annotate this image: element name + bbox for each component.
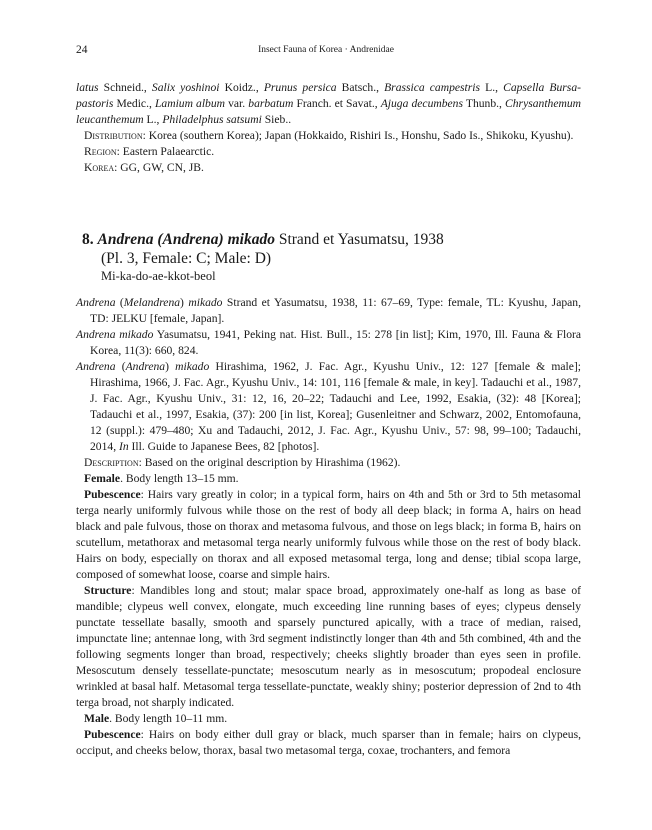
synonymy-entry: Andrena (Andrena) mikado Hirashima, 1962, J. Fac. Agr., Kyushu Univ., 12: 127 [female & male]; Hirashima, 1966, J. Fac. Agr., Kyushu Univ., 14: 101, 116 [female & male, in key]. Tadauchi et al., 1987, J. Fac. Agr., Kyushu Univ., 31: 12, 16, 20–22; Tadauchi and Lee, 1992, Esakia, (32): 48 [Korea]; Tadauchi et al., 1997, Esakia, (37): 200 [in list, Korea]; Gusenleitner and Schwarz, 2002, Entomofauna, 12 (suppl.): 479–480; Xu and Tadauchi, 2012, J. Fac. Agr., Kyushu Univ., 57: 98, 99–100; Tadauchi, 2014, In Ill. Guide to Japanese Bees, 82 [photos].	[76, 360, 581, 453]
species-genus: Andrena	[97, 231, 154, 248]
male-heading: Male. Body length 10–11 mm.	[84, 712, 228, 725]
host-plants-section	[76, 80, 581, 176]
species-title-line	[82, 230, 444, 249]
description-label: Description	[84, 456, 139, 469]
species-subgenus-wrap: (Andrena)	[157, 231, 224, 248]
running-title: Insect Fauna of Korea · Andrenidae	[258, 45, 394, 55]
synonymy-entry: Andrena mikado Yasumatsu, 1941, Peking nat. Hist. Bull., 15: 278 [in list]; Kim, 1970, Ill. Fauna & Flora Korea, 11(3): 660, 824.	[76, 328, 581, 357]
synonymy-section	[76, 295, 581, 455]
structure-paragraph: Structure: Mandibles long and stout; malar space broad, approximately one-half as long as base of mandible; clypeus well convex, elongate, much exceeding line running bases of eyes; clypeus densely punctate tessellate basally, smooth and sparsely punctured apically, with a trace of median, raised, impunctate line; antennae long, with 3rd segment indistinctly longer than 4th and 5th combined, 4th and the following segments longer than broad, respectively; cheeks slightly broader than eyes seen in profile. Mesoscutum densely tessellate-punctate; mesoscutum nearly as in mesoscutum; propodeal enclosure wrinkled at basal half. Metasomal terga tessellate-punctate, weakly shiny; posterior depression of 2nd to 4th terga broad, not sharply indicated.	[76, 584, 581, 709]
species-number: 8.	[82, 231, 94, 248]
species-epithet: mikado	[227, 231, 275, 248]
region-paragraph: Region: Eastern Palaearctic.	[84, 145, 215, 158]
synonymy-entry: Andrena (Melandrena) mikado Strand et Yasumatsu, 1938, 11: 67–69, Type: female, TL: Kyushu, Japan, TD: JELKU [female, Japan].	[76, 296, 581, 325]
region-label: Region	[84, 145, 117, 158]
korea-paragraph: Korea: GG, GW, CN, JB.	[84, 161, 204, 174]
distribution-label: Distribution	[84, 129, 143, 142]
page-number: 24	[76, 44, 88, 56]
male-pubescence-paragraph: Pubescence: Hairs on body either dull gray or black, much sparser than in female; hairs on clypeus, occiput, and cheeks below, thorax, basal two metasomal terga, coxae, trochanters, and femora	[76, 728, 581, 757]
description-intro: Description: Based on the original description by Hirashima (1962).	[84, 456, 401, 469]
korean-name: Mi-ka-do-ae-kkot-beol	[101, 269, 216, 283]
description-section	[76, 455, 581, 759]
host-plants-paragraph: latus Schneid., Salix yoshinoi Koidz., Prunus persica Batsch., Brassica campestris L., Capsella Bursa-pastoris Medic., Lamium album var. barbatum Franch. et Savat., Ajuga decumbens Thunb., Chrysanthemum leucanthemum L., Philadelphus satsumi Sieb..	[76, 81, 582, 126]
distribution-paragraph: Distribution: Korea (southern Korea); Japan (Hokkaido, Rishiri Is., Honshu, Sado Is., Shikoku, Kyushu).	[84, 129, 574, 142]
female-pubescence-paragraph: Pubescence: Hairs vary greatly in color; in a typical form, hairs on 4th and 5th or 3rd to 5th metasomal terga nearly uniformly fulvous while those on the rest of body all deep black; in forma A, hairs on head black and pale fulvous, those on thorax and metasoma fulvous, and those on legs black; in forma B, hairs on scutellum, metathorax and metasomal terga nearly uniformly fulvous while those on the rest of body black. Hairs on body, especially on thorax and all exposed metasomal terga, long and dense; tibial scopa large, composed of somewhat loose, coarse and simple hairs.	[76, 488, 581, 581]
korea-label: Korea	[84, 161, 115, 174]
species-authority: Strand et Yasumatsu, 1938	[274, 231, 444, 248]
species-heading	[82, 230, 444, 285]
female-heading: Female. Body length 13–15 mm.	[84, 472, 239, 485]
species-plates: (Pl. 3, Female: C; Male: D)	[101, 250, 272, 267]
page-header	[76, 44, 576, 60]
